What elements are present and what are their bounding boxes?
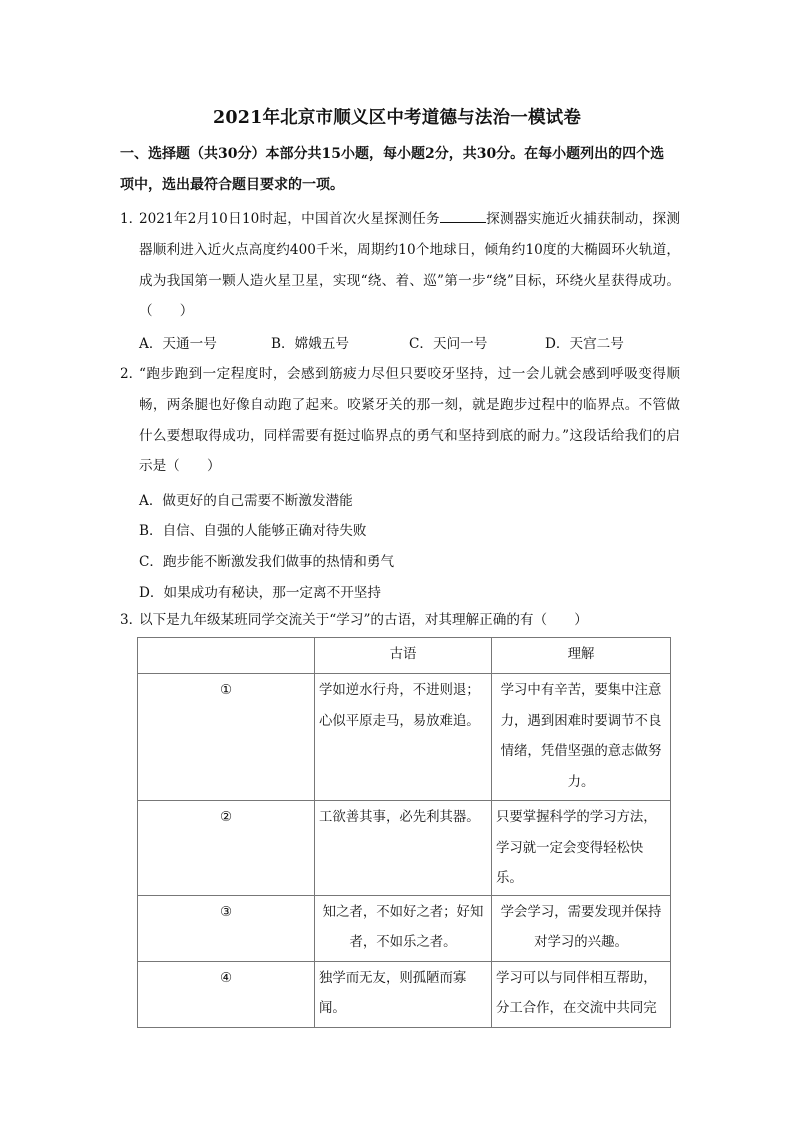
- question-3: [120, 605, 680, 636]
- question-text: [139, 204, 680, 327]
- option-c[interactable]: C．跑步能不断激发我们做事的热情和勇气: [139, 554, 395, 570]
- option-b[interactable]: B．自信、自强的人能够正确对待失败: [139, 523, 367, 539]
- row-saying: 独学而无友，则孤陋而寡闻。: [315, 961, 492, 1027]
- row-understanding: 学习中有辛苦，要集中注意力，遇到困难时要调节不良情绪，凭借坚强的意志做努力。: [492, 674, 671, 801]
- option-a[interactable]: A．天通一号: [139, 336, 217, 352]
- table-header-row: [138, 638, 671, 674]
- row-mark: ③: [138, 895, 315, 961]
- table-row: [138, 961, 671, 1027]
- row-mark: ①: [138, 674, 315, 801]
- sayings-table: [137, 637, 671, 1028]
- question-1: [120, 204, 680, 327]
- row-saying: 工欲善其事，必先利其器。: [315, 801, 492, 896]
- table-row: [138, 895, 671, 961]
- option-d[interactable]: D．如果成功有秘诀，那一定离不开坚持: [139, 585, 381, 601]
- row-understanding: 只要掌握科学的学习方法，学习就一定会变得轻松快乐。: [492, 801, 671, 896]
- section-heading-line-2: 项中，选出最符合题目要求的一项。: [120, 177, 344, 193]
- table-row: [138, 801, 671, 896]
- row-understanding: 学会学习，需要发现并保持对学习的兴趣。: [492, 895, 671, 961]
- row-mark: ④: [138, 961, 315, 1027]
- section-heading-line-1: 一、选择题（共30分）本部分共15小题，每小题2分，共30分。在每小题列出的四个选: [120, 146, 665, 162]
- question-text-part-2: 探测器实施近火捕获制动，探测器顺利进入近火点高度约400千米，周期约10个地球日，倾角约10度的大椭圆环火轨道，成为我国第一颗人造火星卫星，实现“绕、着、巡”第一步“绕”目标，环绕火星获得成功。（ ）: [139, 211, 681, 320]
- question-text: “跑步跑到一定程度时，会感到筋疲力尽但只要咬牙坚持，过一会儿就会感到呼吸变得顺畅，两条腿也好像自动跑了起来。咬紧牙关的那一刻，就是跑步过程中的临界点。不管做什么要想取得成功，同样需要有挺过临界点的勇气和坚持到底的耐力。”这段话给我们的启示是（ ）: [139, 366, 680, 475]
- row-understanding: 学习可以与同伴相互帮助，分工合作，在交流中共同完: [492, 961, 671, 1027]
- question-text: 以下是九年级某班同学交流关于“学习”的古语，对其理解正确的有（ ）: [139, 612, 588, 628]
- option-a[interactable]: A．做更好的自己需要不断激发潜能: [139, 493, 353, 509]
- row-mark: ②: [138, 801, 315, 896]
- option-c[interactable]: C．天问一号: [409, 336, 488, 352]
- row-saying: 学如逆水行舟，不进则退；心似平原走马，易放难追。: [315, 674, 492, 801]
- page-title: 2021年北京市顺义区中考道德与法治一模试卷: [212, 108, 582, 128]
- question-number: 2．: [120, 366, 143, 382]
- table-header-cell: [138, 638, 315, 674]
- question-number: 1．: [120, 211, 143, 227]
- question-text-part-1: 2021年2月10日10时起，中国首次火星探测任务: [139, 211, 440, 227]
- option-d[interactable]: D．天宫二号: [545, 336, 624, 352]
- question-2: [120, 359, 680, 482]
- question-number: 3．: [120, 612, 143, 628]
- table-header-cell: 古语: [315, 638, 492, 674]
- table-header-cell: 理解: [492, 638, 671, 674]
- table-row: [138, 674, 671, 801]
- fill-in-blank: [440, 208, 486, 223]
- option-b[interactable]: B．嫦娥五号: [271, 336, 349, 352]
- row-saying: 知之者，不如好之者；好知者，不如乐之者。: [315, 895, 492, 961]
